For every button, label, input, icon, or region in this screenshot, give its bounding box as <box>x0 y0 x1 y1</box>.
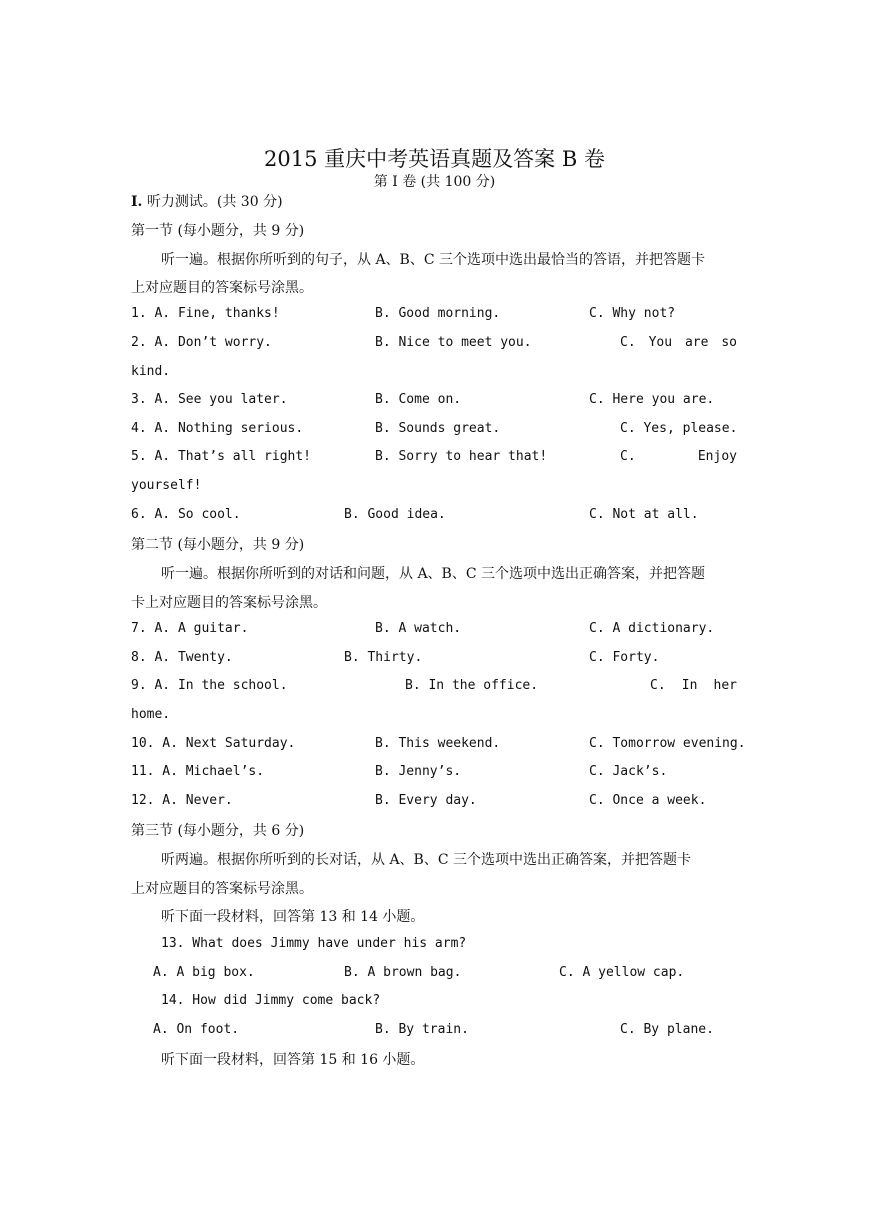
part1-title: 听力测试。(共 30 分) <box>146 194 283 210</box>
section3-instruction-line2: 上对应题目的答案标号涂黑。 <box>131 881 313 897</box>
q9-option-b: B. In the office. <box>405 678 539 693</box>
q5-c-letter: C. <box>620 449 636 464</box>
q13-question: 13. What does Jimmy have under his arm? <box>161 936 467 951</box>
q3-option-b: B. Come on. <box>375 392 462 407</box>
q7-option-c: C. A dictionary. <box>589 621 715 636</box>
q3-option-a: 3. A. See you later. <box>131 392 288 407</box>
q2-option-b: B. Nice to meet you. <box>375 335 532 350</box>
q11-option-c: C. Jack’s. <box>589 764 668 779</box>
section3-heading: 第三节 (每小题分，共 6 分) <box>131 823 305 839</box>
q2-c-word3: so <box>721 335 737 350</box>
material-instruction-13-14: 听下面一段材料，回答第 13 和 14 小题。 <box>161 909 425 925</box>
q8-option-c: C. Forty. <box>589 650 660 665</box>
q5-c-word1: Enjoy <box>697 449 737 464</box>
section2-instruction-line1: 听一遍。根据你所听到的对话和问题，从 A、B、C 三个选项中选出正确答案，并把答题 <box>161 566 706 582</box>
q6-option-b: B. Good idea. <box>344 507 446 522</box>
page-subtitle: 第 I 卷 (共 100 分) <box>373 174 496 190</box>
q4-option-a: 4. A. Nothing serious. <box>131 421 304 436</box>
q13-option-c: C. A yellow cap. <box>559 965 685 980</box>
q9-c-letter: C. <box>650 678 666 693</box>
section2-heading: 第二节 (每小题分，共 9 分) <box>131 537 305 553</box>
q9-option-c-continued: home. <box>131 707 171 722</box>
q14-question: 14. How did Jimmy come back? <box>161 993 381 1008</box>
q5-option-c <box>620 449 737 464</box>
q1-option-b: B. Good morning. <box>375 306 501 321</box>
q13-option-a: A. A big box. <box>153 965 255 980</box>
q14-option-b: B. By train. <box>375 1022 469 1037</box>
q1-option-c: C. Why not? <box>589 306 676 321</box>
q6-option-c: C. Not at all. <box>589 507 699 522</box>
q14-option-a: A. On foot. <box>153 1022 240 1037</box>
q9-c-word1: In <box>681 678 698 693</box>
q5-option-c-continued: yourself! <box>131 478 202 493</box>
q11-option-a: 11. A. Michael’s. <box>131 764 265 779</box>
q3-option-c: C. Here you are. <box>589 392 715 407</box>
q9-option-c <box>650 678 737 693</box>
section1-heading: 第一节 (每小题分，共 9 分) <box>131 223 305 239</box>
q5-option-b: B. Sorry to hear that! <box>375 449 548 464</box>
q4-option-b: B. Sounds great. <box>375 421 501 436</box>
q2-option-c <box>620 335 737 350</box>
part1-number: I. <box>131 194 143 210</box>
q2-c-word2: are <box>684 335 709 350</box>
section3-instruction-line1: 听两遍。根据你所听到的长对话，从 A、B、C 三个选项中选出正确答案，并把答题卡 <box>161 852 692 868</box>
q1-option-a: 1. A. Fine, thanks! <box>131 306 280 321</box>
q12-option-b: B. Every day. <box>375 793 477 808</box>
q12-option-c: C. Once a week. <box>589 793 707 808</box>
q14-option-c: C. By plane. <box>620 1022 714 1037</box>
q11-option-b: B. Jenny’s. <box>375 764 462 779</box>
page-title: 2015 重庆中考英语真题及答案 B 卷 <box>264 147 605 171</box>
q7-option-b: B. A watch. <box>375 621 462 636</box>
q9-c-word2: her <box>713 678 737 693</box>
q9-option-a: 9. A. In the school. <box>131 678 288 693</box>
q4-option-c: C. Yes, please. <box>620 421 738 436</box>
q2-option-c-continued: kind. <box>131 364 171 379</box>
q6-option-a: 6. A. So cool. <box>131 507 241 522</box>
section1-instruction-line2: 上对应题目的答案标号涂黑。 <box>131 280 313 296</box>
q8-option-b: B. Thirty. <box>344 650 423 665</box>
q10-option-c: C. Tomorrow evening. <box>589 736 746 751</box>
q13-option-b: B. A brown bag. <box>344 965 462 980</box>
part1-heading <box>131 191 283 211</box>
q10-option-a: 10. A. Next Saturday. <box>131 736 296 751</box>
q8-option-a: 8. A. Twenty. <box>131 650 233 665</box>
q12-option-a: 12. A. Never. <box>131 793 233 808</box>
q2-option-a: 2. A. Don’t worry. <box>131 335 272 350</box>
q2-c-word1: You <box>648 335 673 350</box>
section1-instruction-line1: 听一遍。根据你所听到的句子，从 A、B、C 三个选项中选出最恰当的答语，并把答题卡 <box>161 252 706 268</box>
q7-option-a: 7. A. A guitar. <box>131 621 249 636</box>
q10-option-b: B. This weekend. <box>375 736 501 751</box>
section2-instruction-line2: 卡上对应题目的答案标号涂黑。 <box>131 595 327 611</box>
q2-c-letter: C. <box>620 335 636 350</box>
material-instruction-15-16: 听下面一段材料，回答第 15 和 16 小题。 <box>161 1052 425 1068</box>
q5-option-a: 5. A. That’s all right! <box>131 449 312 464</box>
